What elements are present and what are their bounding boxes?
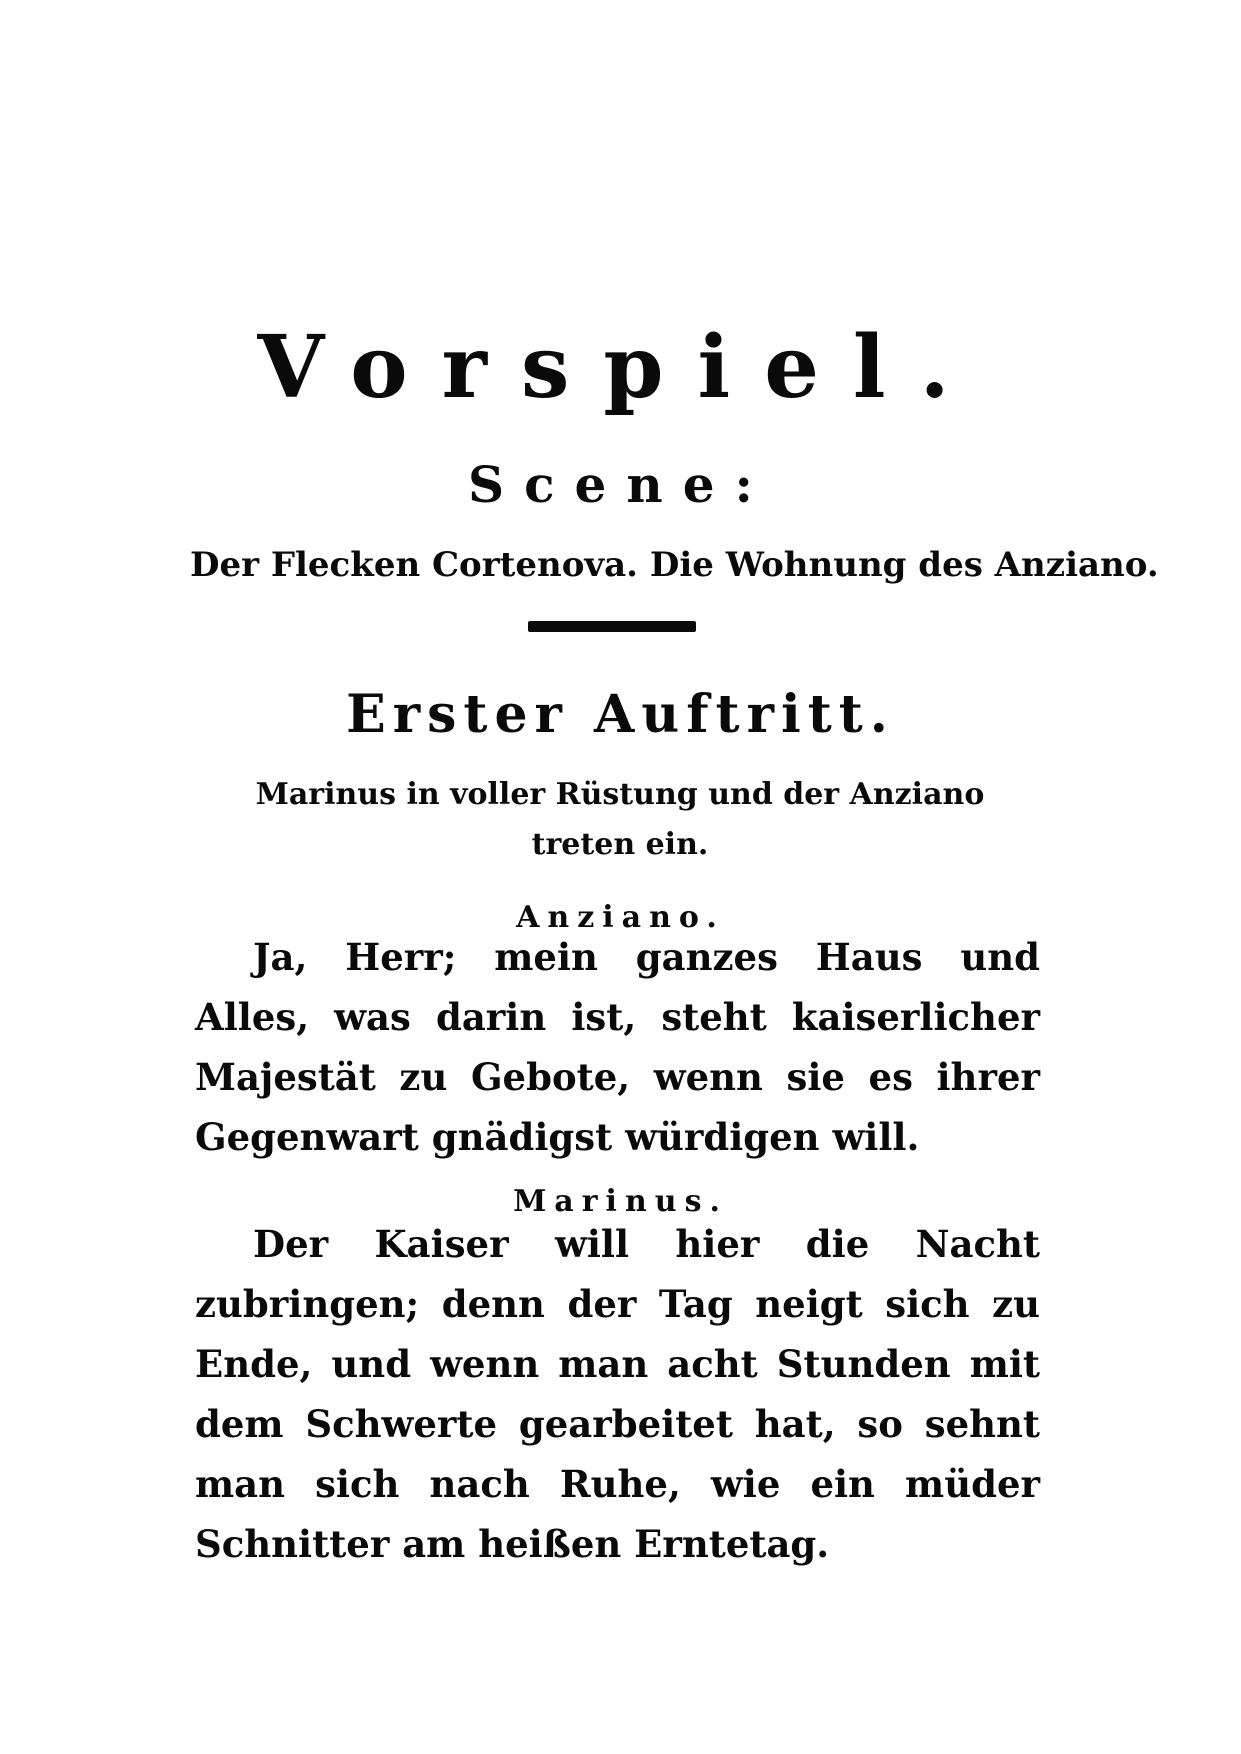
scene-label: Scene: <box>468 455 773 514</box>
speech-text: Ja, Herr; mein ganzes Haus und Alles, was darin ist, steht kaiserlicher Majestät zu Gebote, wenn sie es ihrer Gegenwart gnädigst würdigen will. <box>195 935 1040 1159</box>
scene-description: Der Flecken Cortenova. Die Wohnung des Anziano. <box>190 545 1159 585</box>
page-title: Vorspiel. <box>257 317 984 418</box>
speaker-name: Marinus. <box>513 1184 728 1219</box>
act-title: Erster Auftritt. <box>346 684 895 745</box>
stage-direction: Marinus in voller Rüstung und der Anziano treten ein. <box>255 777 985 862</box>
speech-text: Der Kaiser will hier die Nacht zubringen; denn der Tag neigt sich zu Ende, und wenn man acht Stunden mit dem Schwerte gearbeitet hat, so sehnt man sich nach Ruhe, wie ein müder Schnitter am heißen Erntetag. <box>195 1222 1040 1566</box>
speaker-name: Anziano. <box>516 900 725 935</box>
section-divider <box>528 621 696 632</box>
